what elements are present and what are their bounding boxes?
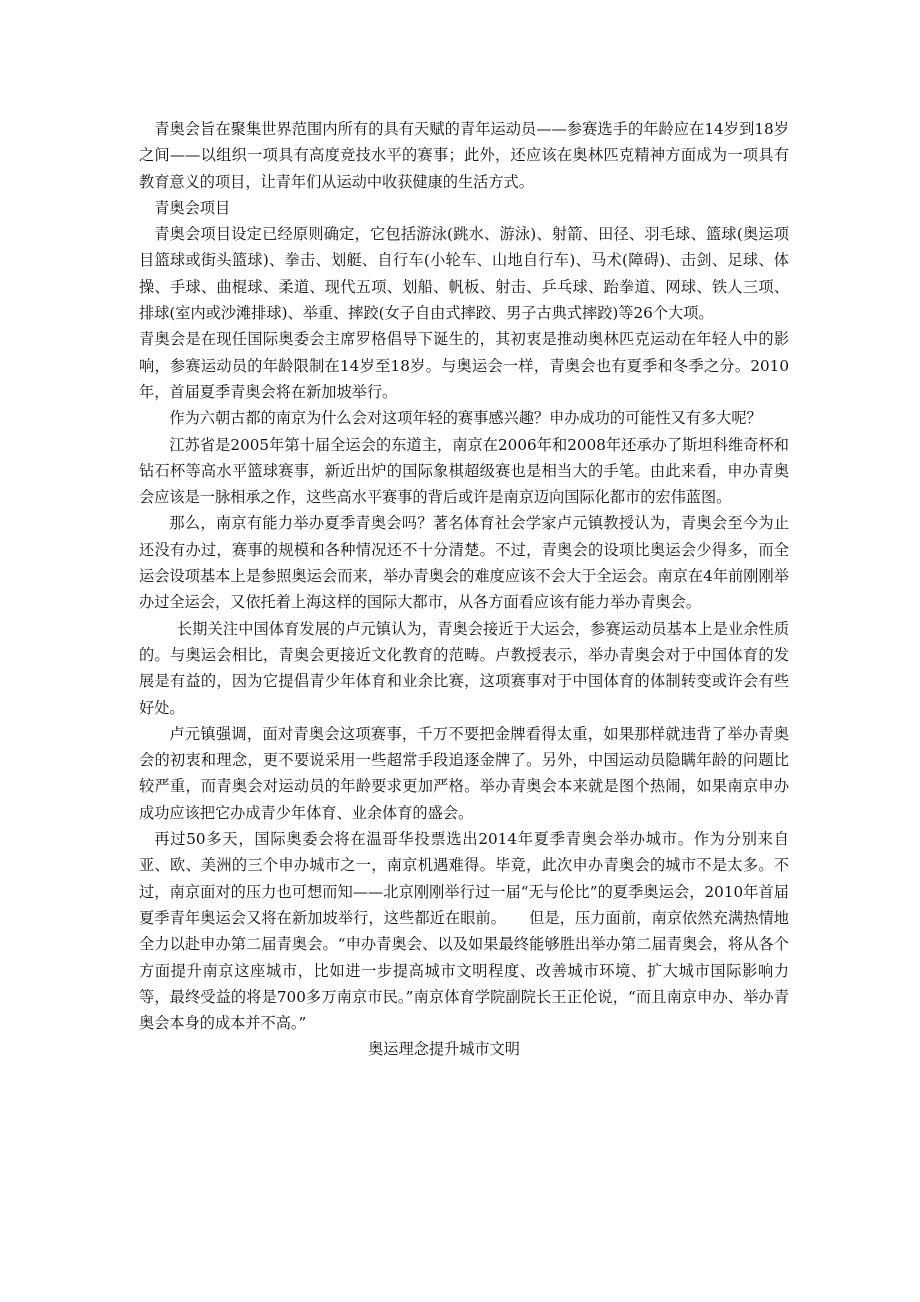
paragraph-question: 作为六朝古都的南京为什么会对这项年轻的赛事感兴趣？申办成功的可能性又有多大呢？ <box>169 409 762 428</box>
paragraph-intro: 青奥会旨在聚集世界范围内所有的具有天赋的青年运动员——参赛选手的年龄应在14岁到18岁之间——以组织一项具有高度竞技水平的赛事；此外，还应该在奥林匹克精神方面成为一项具有教育意义的项目，让青年们从运动中收获健康的生活方式。 <box>139 120 789 191</box>
paragraph-vancouver-vote: 再过50多天，国际奥委会将在温哥华投票选出2014年夏季青奥会举办城市。作为分别来自亚、欧、美洲的三个申办城市之一，南京机遇难得。毕竟，此次申办青奥会的城市不是太多。不过，南京面对的压力也可想而知——北京刚刚举行过一届“无与伦比”的夏季奥运会，2010年首届夏季青年奥运会又将在新加坡举行，这些都近在眼前。 但是，压力面前，南京依然充满热情地全力以赴申办第二届青奥会。“申办青奥会、以及如果最终能够胜出举办第二届青奥会，将从各个方面提升南京这座城市，比如进一步提高城市文明程度、改善城市环境、扩大城市国际影响力等，最终受益的将是700多万南京市民。”南京体育学院副院长王正伦说，“而且南京申办、举办青奥会本身的成本并不高。” <box>139 830 789 1033</box>
section-heading-events: 青奥会项目 <box>154 198 231 217</box>
paragraph-origin: 青奥会是在现任国际奥委会主席罗格倡导下诞生的，其初衷是推动奥林匹克运动在年轻人中的影响，参赛运动员的年龄限制在14岁至18岁。与奥运会一样，青奥会也有夏季和冬季之分。2010年，首届夏季青奥会将在新加坡举行。 <box>139 330 789 401</box>
section-heading-civilization: 奥运理念提升城市文明 <box>368 1040 520 1059</box>
paragraph-lu-yuanzhen: 长期关注中国体育发展的卢元镇认为，青奥会接近于大运会，参赛运动员基本上是业余性质的。与奥运会相比，青奥会更接近文化教育的范畴。卢教授表示，举办青奥会对于中国体育的发展是有益的，因为它提倡青少年体育和业余比赛，这项赛事对于中国体育的体制转变或许会有些好处。 <box>139 619 789 717</box>
paragraph-events-list: 青奥会项目设定已经原则确定，它包括游泳(跳水、游泳)、射箭、田径、羽毛球、篮球(奥运项目篮球或街头篮球)、拳击、划艇、自行车(小轮车、山地自行车)、马术(障碍)、击剑、足球、体操、手球、曲棍球、柔道、现代五项、划船、帆板、射击、乒乓球、跆拳道、网球、铁人三项、排球(室内或沙滩排球)、举重、摔跤(女子自由式摔跤、男子古典式摔跤)等26个大项。 <box>139 225 789 323</box>
paragraph-capability: 那么，南京有能力举办夏季青奥会吗？著名体育社会学家卢元镇教授认为，青奥会至今为止还没有办过，赛事的规模和各种情况还不十分清楚。不过，青奥会的设项比奥运会少得多，而全运会设项基本上是参照奥运会而来，举办青奥会的难度应该不会大于全运会。南京在4年前刚刚举办过全运会，又依托着上海这样的国际大都市，从各方面看应该有能力举办青奥会。 <box>139 514 789 612</box>
paragraph-jiangsu: 江苏省是2005年第十届全运会的东道主，南京在2006年和2008年还承办了斯坦科维奇杯和钻石杯等高水平篮球赛事，新近出炉的国际象棋超级赛也是相当大的手笔。由此来看，申办青奥会应该是一脉相承之作，这些高水平赛事的背后或许是南京迈向国际化都市的宏伟蓝图。 <box>139 435 789 507</box>
paragraph-gold-medals: 卢元镇强调，面对青奥会这项赛事，千万不要把金牌看得太重，如果那样就违背了举办青奥会的初衷和理念，更不要说采用一些超常手段追逐金牌了。另外，中国运动员隐瞒年龄的问题比较严重，而青奥会对运动员的年龄要求更加严格。举办青奥会本来就是图个热闹，如果南京申办成功应该把它办成青少年体育、业余体育的盛会。 <box>139 724 789 822</box>
document-body <box>139 116 789 1063</box>
